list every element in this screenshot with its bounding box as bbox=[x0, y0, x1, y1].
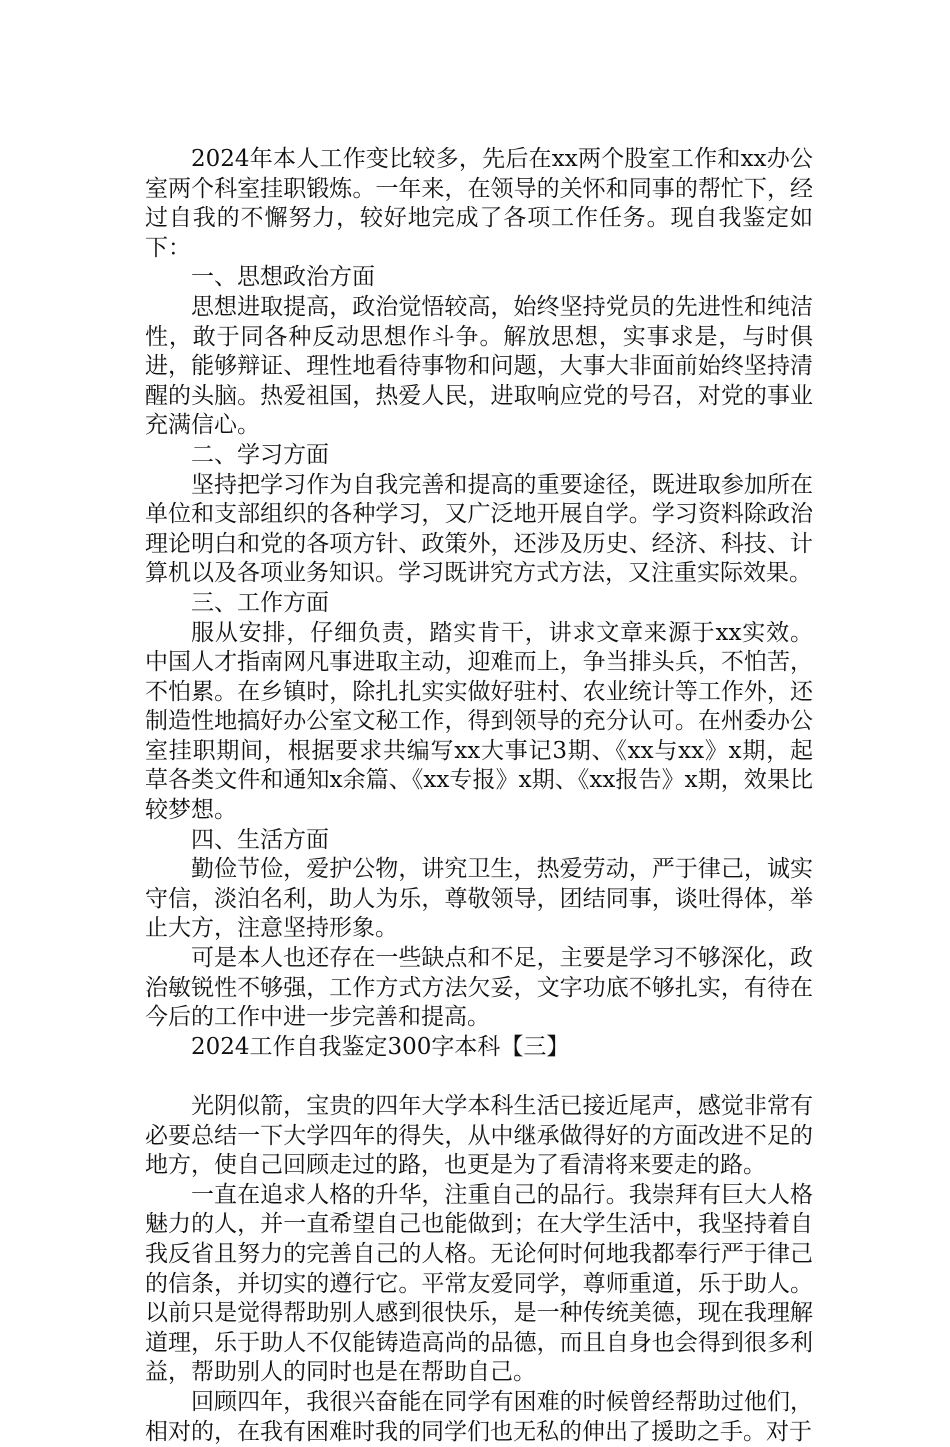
part-three-paragraph-3: 回顾四年，我很兴奋能在同学有困难的时候曾经帮助过他们，相对的，在我有困难时我的同学们也无私的伸出了援助之手。对于 bbox=[145, 1388, 813, 1445]
part-three-paragraph-1: 光阴似箭，宝贵的四年大学本科生活已接近尾声，感觉非常有必要总结一下大学四年的得失，从中继承做得好的方面改进不足的地方，使自己回顾走过的路，也更是为了看清将来要走的路。 bbox=[145, 1093, 813, 1179]
document-body bbox=[145, 145, 813, 1447]
section-heading-ideology: 一、思想政治方面 bbox=[191, 264, 375, 291]
blank-line bbox=[145, 1062, 813, 1092]
shortcomings-paragraph: 可是本人也还存在一些缺点和不足，主要是学习不够深化，政治敏锐性不够强，工作方式方法欠妥，文字功底不够扎实，有待在今后的工作中进一步完善和提高。 bbox=[145, 945, 813, 1031]
section-heading-work: 三、工作方面 bbox=[191, 589, 329, 616]
part-three-paragraph-2: 一直在追求人格的升华，注重自己的品行。我崇拜有巨大人格魅力的人，并一直希望自己也能做到；在大学生活中，我坚持着自我反省且努力的完善自己的人格。无论何时何地我都奉行严于律己的信条，并切实的遵行它。平常友爱同学，尊师重道，乐于助人。以前只是觉得帮助别人感到很快乐，是一种传统美德，现在我理解道理，乐于助人不仅能铸造高尚的品德，而且自身也会得到很多利益，帮助别人的同时也是在帮助自己。 bbox=[145, 1181, 813, 1386]
section-heading-study: 二、学习方面 bbox=[191, 441, 329, 468]
section-body-study: 坚持把学习作为自我完善和提高的重要途径，既进取参加所在单位和支部组织的各种学习，又广泛地开展自学。学习资料除政治理论明白和党的各项方针、政策外，还涉及历史、经济、科技、计算机以及各项业务知识。学习既讲究方式方法，又注重实际效果。 bbox=[145, 471, 813, 587]
section-body-life: 勤俭节俭，爱护公物，讲究卫生，热爱劳动，严于律己，诚实守信，淡泊名利，助人为乐，尊敬领导，团结同事，谈吐得体，举止大方，注意坚持形象。 bbox=[145, 856, 813, 942]
section-body-ideology: 思想进取提高，政治觉悟较高，始终坚持党员的先进性和纯洁性，敢于同各种反动思想作斗争。解放思想，实事求是，与时俱进，能够辩证、理性地看待事物和问题，大事大非面前始终坚持清醒的头脑。热爱祖国，热爱人民，进取响应党的号召，对党的事业充满信心。 bbox=[145, 293, 813, 439]
section-body-work: 服从安排，仔细负责，踏实肯干，讲求文章来源于xx实效。中国人才指南网凡事进取主动，迎难而上，争当排头兵，不怕苦，不怕累。在乡镇时，除扎扎实实做好驻村、农业统计等工作外，还制造性地搞好办公室文秘工作，得到领导的充分认可。在州委办公室挂职期间，根据要求共编写xx大事记3期、《xx与xx》x期，起草各类文件和通知x余篇、《xx专报》x期、《xx报告》x期，效果比较梦想。 bbox=[145, 619, 813, 824]
intro-paragraph: 2024年本人工作变比较多，先后在xx两个股室工作和xx办公室两个科室挂职锻炼。一年来，在领导的关怀和同事的帮忙下，经过自我的不懈努力，较好地完成了各项工作任务。现自我鉴定如下： bbox=[145, 146, 813, 261]
part-three-title: 2024工作自我鉴定300字本科【三】 bbox=[191, 1033, 570, 1060]
section-heading-life: 四、生活方面 bbox=[191, 826, 329, 853]
